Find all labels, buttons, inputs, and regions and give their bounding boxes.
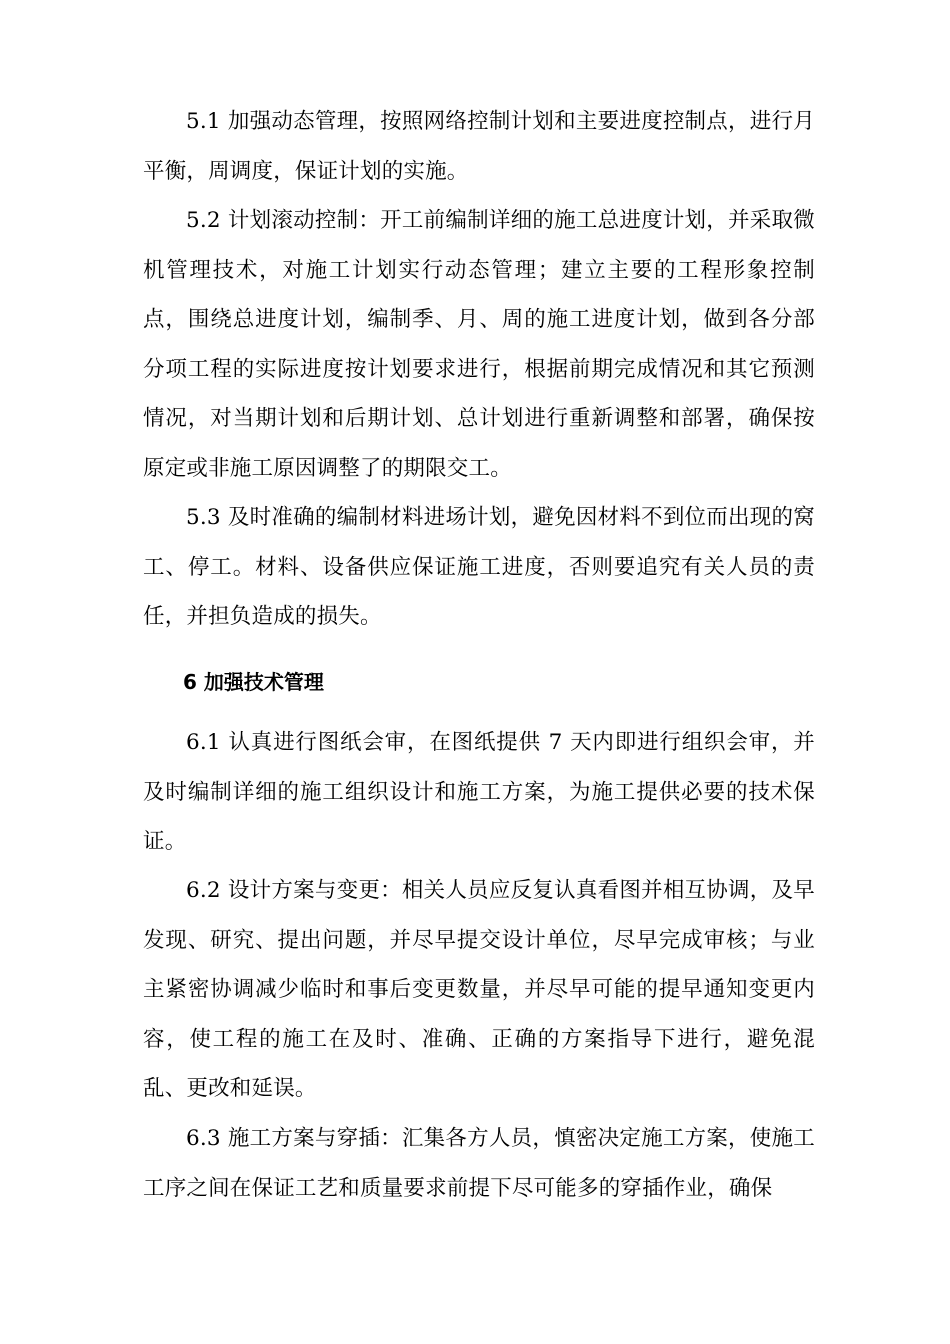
paragraph-5-1: 5.1 加强动态管理，按照网络控制计划和主要进度控制点，进行月平衡，周调度，保证计划的实施。 bbox=[143, 109, 815, 184]
paragraph-5-2: 5.2 计划滚动控制：开工前编制详细的施工总进度计划，并采取微机管理技术，对施工计划实行动态管理；建立主要的工程形象控制点，围绕总进度计划，编制季、月、周的施工进度计划，做到各分部分项工程的实际进度按计划要求进行，根据前期完成情况和其它预测情况，对当期计划和后期计划、总计划进行重新调整和部署，确保按原定或非施工原因调整了的期限交工。 bbox=[143, 208, 815, 481]
paragraph-6-2: 6.2 设计方案与变更：相关人员应反复认真看图并相互协调，及早发现、研究、提出问题，并尽早提交设计单位，尽早完成审核；与业主紧密协调减少临时和事后变更数量，并尽早可能的提早通知变更内容，使工程的施工在及时、准确、正确的方案指导下进行，避免混乱、更改和延误。 bbox=[143, 878, 815, 1101]
paragraph-6-3: 6.3 施工方案与穿插：汇集各方人员，慎密决定施工方案，使施工工序之间在保证工艺和质量要求前提下尽可能多的穿插作业，确保 bbox=[143, 1126, 815, 1201]
paragraph-6-1: 6.1 认真进行图纸会审，在图纸提供 7 天内即进行组织会审，并及时编制详细的施工组织设计和施工方案，为施工提供必要的技术保证。 bbox=[143, 730, 815, 854]
section-heading-6: 6 加强技术管理 bbox=[183, 670, 324, 694]
paragraph-5-3: 5.3 及时准确的编制材料进场计划，避免因材料不到位而出现的窝工、停工。材料、设备供应保证施工进度，否则要追究有关人员的责任，并担负造成的损失。 bbox=[143, 505, 815, 629]
